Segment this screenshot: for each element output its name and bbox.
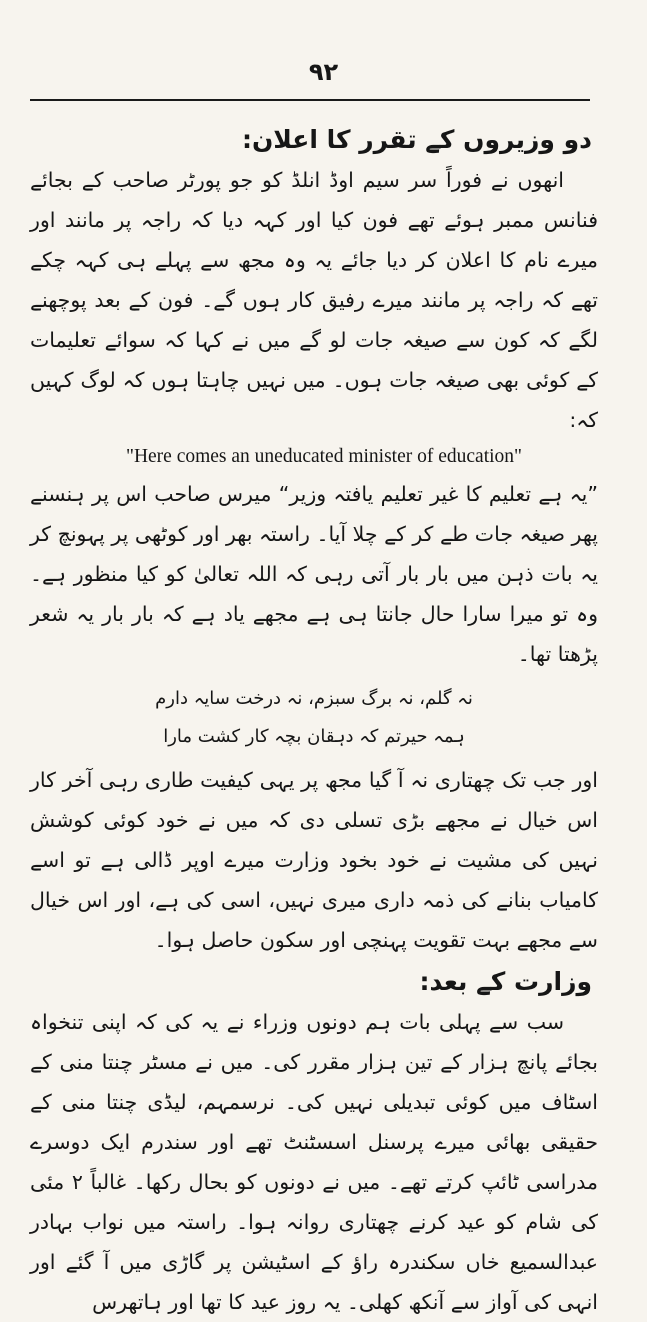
paragraph: ”یہ ہے تعلیم کا غیر تعلیم یافتہ وزیر“ میرس صاحب اس پر ہنسنے پھر صیغہ جات طے کر کے چلا آیا۔ راستہ بھر اور کوٹھی پر پہونچ کر یہ بات ذہن میں بار بار آتی رہی کہ اللہ تعالیٰ کو کیا منظور ہے۔ وہ تو میرا سارا حال جانتا ہی ہے مجھے یاد ہے کہ بار بار یہ شعر پڑھتا تھا۔ (30, 482, 598, 666)
persian-verse-line: نہ گلم، نہ برگ سبزم، نہ درخت سایہ دارم (155, 688, 473, 709)
paragraph: اور جب تک چھتاری نہ آ گیا مجھ پر یہی کیفیت طاری رہی آخر کار اس خیال نے مجھے بڑی تسلی دی کہ میں نے خود کوئی کوشش نہیں کی مشیت نے خود بخود وزارت میرے اوپر ڈالی ہے تو اسے کامیاب بنانے کی ذمہ داری میری نہیں، اسی کی ہے، اور اس خیال سے مجھے بہت تقویت پہنچی اور سکون حاصل ہوا۔ (30, 768, 598, 952)
page-number: ۹۲ (308, 58, 339, 86)
paragraph: انھوں نے فوراً سر سیم اوڈ انلڈ کو جو پورٹر صاحب کے بجائے فنانس ممبر ہوئے تھے فون کیا اور کہہ دیا کہ راجہ پر مانند اور میرے نام کا اعلان کر دیا جائے یہ وہ مجھ سے پہلے ہی کہہ چکے تھے کہ راجہ پر مانند میرے رفیق کار ہوں گے۔ فون کے بعد پوچھنے لگے کہ کون سے صیغہ جات لو گے میں نے کہا کہ سوائے تعلیمات کے کوئی بھی صیغہ جات ہوں۔ میں نہیں چاہتا ہوں کہ لوگ کہیں کہ: (30, 168, 598, 432)
persian-verse-line: ہمہ حیرتم کہ دہقان بچہ کار کشت مارا (163, 726, 465, 747)
paragraph: سب سے پہلی بات ہم دونوں وزراء نے یہ کی کہ اپنی تنخواہ بجائے پانچ ہزار کے تین ہزار مقرر کی۔ میں نے مسٹر چنتا منی کے اسٹاف میں کوئی تبدیلی نہیں کی۔ نرسمہم، لیڈی چنتا منی کے حقیقی بھائی میرے پرسنل اسسٹنٹ تھے اور سندرم ایک دوسرے مدراسی ٹائپ کرتے تھے۔ میں نے دونوں کو بحال رکھا۔ غالباً ۲ مئی کی شام کو عید کرنے چھتاری روانہ ہوا۔ راستہ میں نواب بہادر عبدالسمیع خاں سکندرہ راؤ کے اسٹیشن پر گاڑی میں آ گئے اور انہی کی آواز سے آنکھ کھلی۔ یہ روز عید کا تھا اور ہاتھرس (30, 1010, 598, 1314)
section-heading-after-ministry: وزارت کے بعد: (419, 967, 592, 996)
page-body (30, 118, 598, 1322)
header-rule (30, 99, 590, 101)
section-heading-appointment: دو وزیروں کے تقرر کا اعلان: (241, 125, 592, 154)
english-quote: "Here comes an uneducated minister of education" (125, 446, 523, 467)
